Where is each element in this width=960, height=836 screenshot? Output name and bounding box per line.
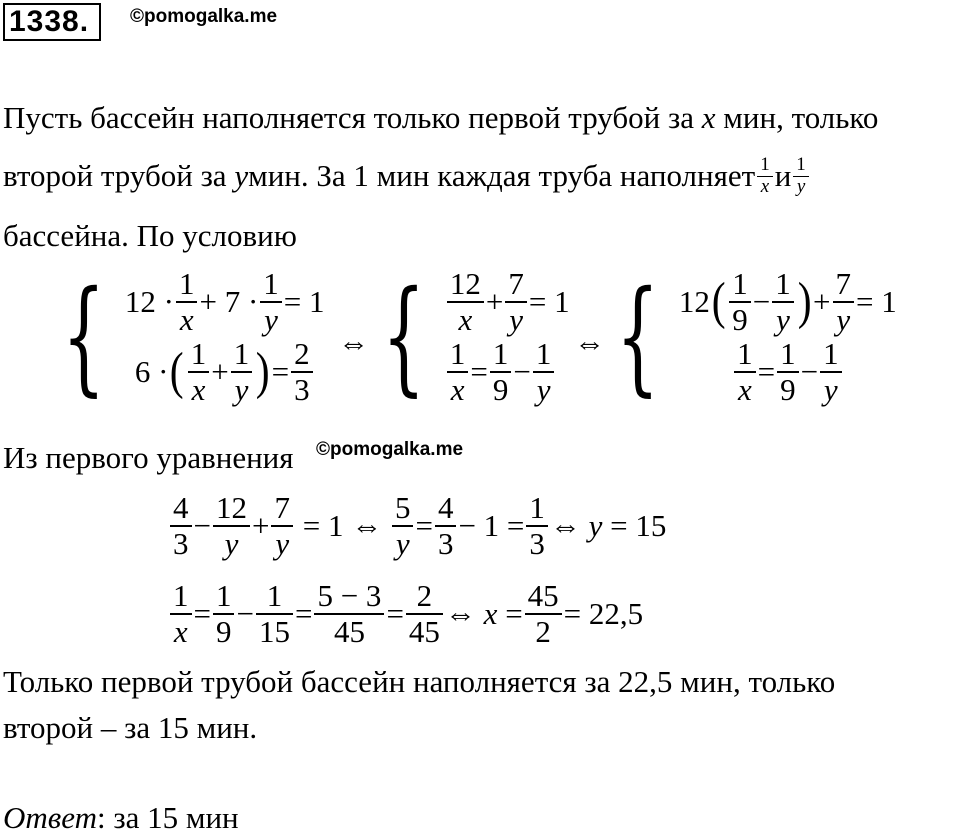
watermark: ©pomogalka.me — [130, 6, 278, 27]
conclusion-line-2: второй – за 15 мин. — [3, 710, 258, 745]
conclusion-line-1: Только первой трубой бассейн наполняется за 22,5 мин, только — [3, 664, 836, 699]
watermark-2: ©pomogalka.me — [316, 439, 464, 460]
problem-number: 1338. — [3, 3, 101, 41]
mid-text: Из первого уравнения — [3, 440, 294, 475]
derivation-line-1: $\frac{4}{3}$ − $\frac{12}{y}$ + $\frac{7}{y}$ = 1 ⇔ $\frac{5}{y}$ = $\frac{4}{3}$ − 1 = $\frac{1}{3}$ ⇔ y = 15 — [168, 490, 666, 562]
system-1-eq-1: 12 · $\frac{1}{x}$ + 7 · $\frac{1}{y}$ = 1 — [124, 265, 325, 337]
system-1: { 12 · $\frac{1}{x}$ + 7 · $\frac{1}{y}$ = 1 6 · ( $\frac{1}{x}$ + $\frac{1}{y}$ ) = $\frac{2}{3}$ — [62, 265, 325, 409]
system-1-eq-2: 6 · ( $\frac{1}{x}$ + $\frac{1}{y}$ ) = $\frac{2}{3}$ — [125, 337, 325, 407]
system-2: { $\frac{12}{x}$ + $\frac{7}{y}$ = 1 $\frac{1}{x}$ = $\frac{1}{9}$ − $\frac{1}{y}$ — [382, 265, 570, 409]
system-2-eq-2: $\frac{1}{x}$ = $\frac{1}{9}$ − $\frac{1}{y}$ — [445, 337, 570, 407]
system-3: { 12 ( $\frac{1}{9}$ − $\frac{1}{y}$ ) + $\frac{7}{y}$ = 1 $\frac{1}{x}$ = $\frac{1}{9}$ − $\frac{1}{y}$ — [616, 265, 897, 409]
intro-line-3: бассейна. По условию — [3, 218, 297, 253]
answer-text: : за 15 мин — [96, 800, 239, 835]
system-3-eq-1: 12 ( $\frac{1}{9}$ − $\frac{1}{y}$ ) + $\frac{7}{y}$ = 1 — [678, 265, 897, 337]
fraction-1-y: $\frac{1}{y}$ — [793, 155, 809, 198]
answer-label: Ответ — [3, 800, 97, 835]
equiv-sign-2: ⇔ — [574, 325, 605, 360]
equiv-sign-1: ⇔ — [338, 325, 369, 360]
system-3-eq-2: $\frac{1}{x}$ = $\frac{1}{9}$ − $\frac{1}{y}$ — [679, 337, 897, 407]
system-2-eq-1: $\frac{12}{x}$ + $\frac{7}{y}$ = 1 — [445, 267, 570, 337]
answer — [3, 800, 239, 836]
intro-line-2: второй трубой за y мин. За 1 мин каждая труба наполняет $\frac{1}{x}$ и $\frac{1}{y}$ — [3, 144, 811, 208]
fraction-1-x: $\frac{1}{x}$ — [757, 155, 773, 198]
derivation-line-2: $\frac{1}{x}$ = $\frac{1}{9}$ − $\frac{1}{15}$ = $\frac{5 - 3}{45}$ = $\frac{2}{45}$ ⇔ x = $\frac{45}{2}$ = 22,5 — [168, 578, 643, 650]
intro-line-1: Пусть бассейн наполняется только первой трубой за x мин, только — [3, 100, 879, 135]
